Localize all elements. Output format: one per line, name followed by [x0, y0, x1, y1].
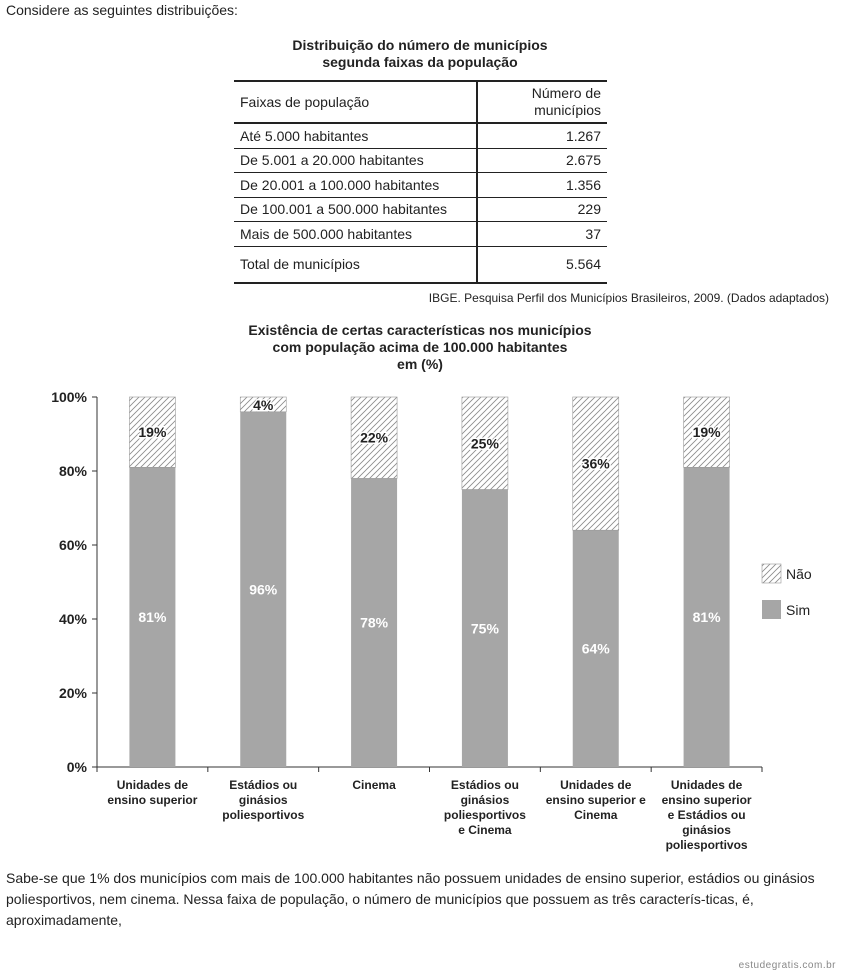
- x-category-label: Estádios ou: [229, 778, 298, 792]
- table-row: [234, 148, 607, 173]
- x-category-label: poliesportivos: [443, 808, 526, 822]
- x-category-label: ginásios: [682, 823, 731, 837]
- x-category-label: ensino superior e: [545, 793, 646, 807]
- bar-sim-label: 78%: [360, 614, 389, 631]
- y-tick-label: 0%: [66, 759, 87, 775]
- table-total-row: [234, 246, 607, 283]
- x-category-label: ensino superior: [661, 793, 752, 807]
- row-label: De 100.001 a 500.000 habitantes: [234, 197, 477, 222]
- table-title-line1: Distribuição do número de municípios: [292, 37, 548, 53]
- chart-title-line3: em (%): [397, 356, 443, 372]
- bar-nao-label: 25%: [470, 435, 499, 452]
- watermark: estudegratis.com.br: [738, 960, 836, 971]
- table-title: [200, 37, 640, 71]
- table-header-row: [234, 81, 607, 123]
- y-tick-label: 100%: [51, 389, 87, 405]
- header-count-line2: municípios: [534, 102, 601, 118]
- row-label: De 20.001 a 100.000 habitantes: [234, 173, 477, 198]
- legend-swatch-sim: [762, 600, 781, 619]
- bar-sim-label: 75%: [470, 620, 499, 637]
- x-category-label: Estádios ou: [450, 778, 519, 792]
- x-category-label: ensino superior: [107, 793, 198, 807]
- x-category-label: poliesportivos: [222, 808, 305, 822]
- table-row: [234, 123, 607, 148]
- row-value: 229: [477, 197, 607, 222]
- x-category-label: Unidades de: [670, 778, 743, 792]
- row-label: Até 5.000 habitantes: [234, 123, 477, 148]
- intro-text: Considere as seguintes distribuições:: [6, 2, 238, 18]
- bar-nao-label: 19%: [138, 424, 167, 441]
- row-value: 37: [585, 225, 601, 242]
- y-tick-label: 80%: [58, 463, 87, 479]
- bar-sim-label: 81%: [138, 609, 167, 626]
- bar-sim-label: 96%: [249, 581, 278, 598]
- x-category-label: ginásios: [460, 793, 510, 807]
- y-tick-label: 20%: [58, 685, 87, 701]
- y-tick-label: 40%: [58, 611, 87, 627]
- row-value: 1.267: [477, 123, 607, 148]
- bar-sim-label: 81%: [692, 609, 721, 626]
- chart-title-line2: com população acima de 100.000 habitantes: [272, 339, 568, 355]
- row-value: 1.356: [477, 173, 607, 198]
- x-category-label: e Cinema: [458, 823, 512, 837]
- table-title-line2: segunda faixas da população: [322, 54, 518, 70]
- x-category-label: ginásios: [238, 793, 288, 807]
- chart-title-line1: Existência de certas características nos municípios: [248, 322, 592, 338]
- x-category-label: Unidades de: [116, 778, 189, 792]
- header-municipality-count: [477, 81, 607, 123]
- bar-nao-label: 22%: [360, 429, 389, 446]
- header-population-range: Faixas de população: [234, 81, 477, 123]
- legend-label-nao: Não: [786, 566, 812, 582]
- legend-swatch-nao: [762, 564, 781, 583]
- stacked-bar-chart: [0, 380, 842, 860]
- x-category-label: poliesportivos: [665, 838, 748, 852]
- bar-nao-label: 4%: [253, 397, 274, 413]
- legend-label-sim: Sim: [786, 602, 811, 618]
- table-row: [234, 222, 607, 247]
- chart-title: [200, 322, 640, 373]
- bar-sim-label: 64%: [581, 640, 610, 657]
- total-label: Total de municípios: [234, 246, 477, 283]
- row-value: 2.675: [477, 148, 607, 173]
- x-category-label: Cinema: [352, 778, 396, 792]
- header-count-line1: Número de: [531, 85, 601, 101]
- x-category-label: Cinema: [574, 808, 618, 822]
- table-row: [234, 197, 607, 222]
- table-row: [234, 173, 607, 198]
- bar-nao-label: 36%: [581, 455, 610, 472]
- row-label: Mais de 500.000 habitantes: [234, 222, 477, 247]
- total-value: 5.564: [477, 246, 607, 283]
- distribution-table: [234, 80, 607, 284]
- x-category-label: e Estádios ou: [667, 808, 746, 822]
- bar-nao-label: 19%: [692, 424, 721, 441]
- table-source: IBGE. Pesquisa Perfil dos Municípios Brasileiros, 2009. (Dados adaptados): [428, 291, 829, 305]
- row-label: De 5.001 a 20.000 habitantes: [234, 148, 477, 173]
- question-paragraph: Sabe-se que 1% dos municípios com mais de 100.000 habitantes não possuem unidades de ensino superior, estádios ou ginásios poliesportivos, nem cinema. Nessa faixa de população, o número de municípios que possuem as três caracterís-ticas, é, aproximadamente,: [6, 870, 815, 928]
- y-tick-label: 60%: [58, 537, 87, 553]
- x-category-label: Unidades de: [560, 778, 632, 792]
